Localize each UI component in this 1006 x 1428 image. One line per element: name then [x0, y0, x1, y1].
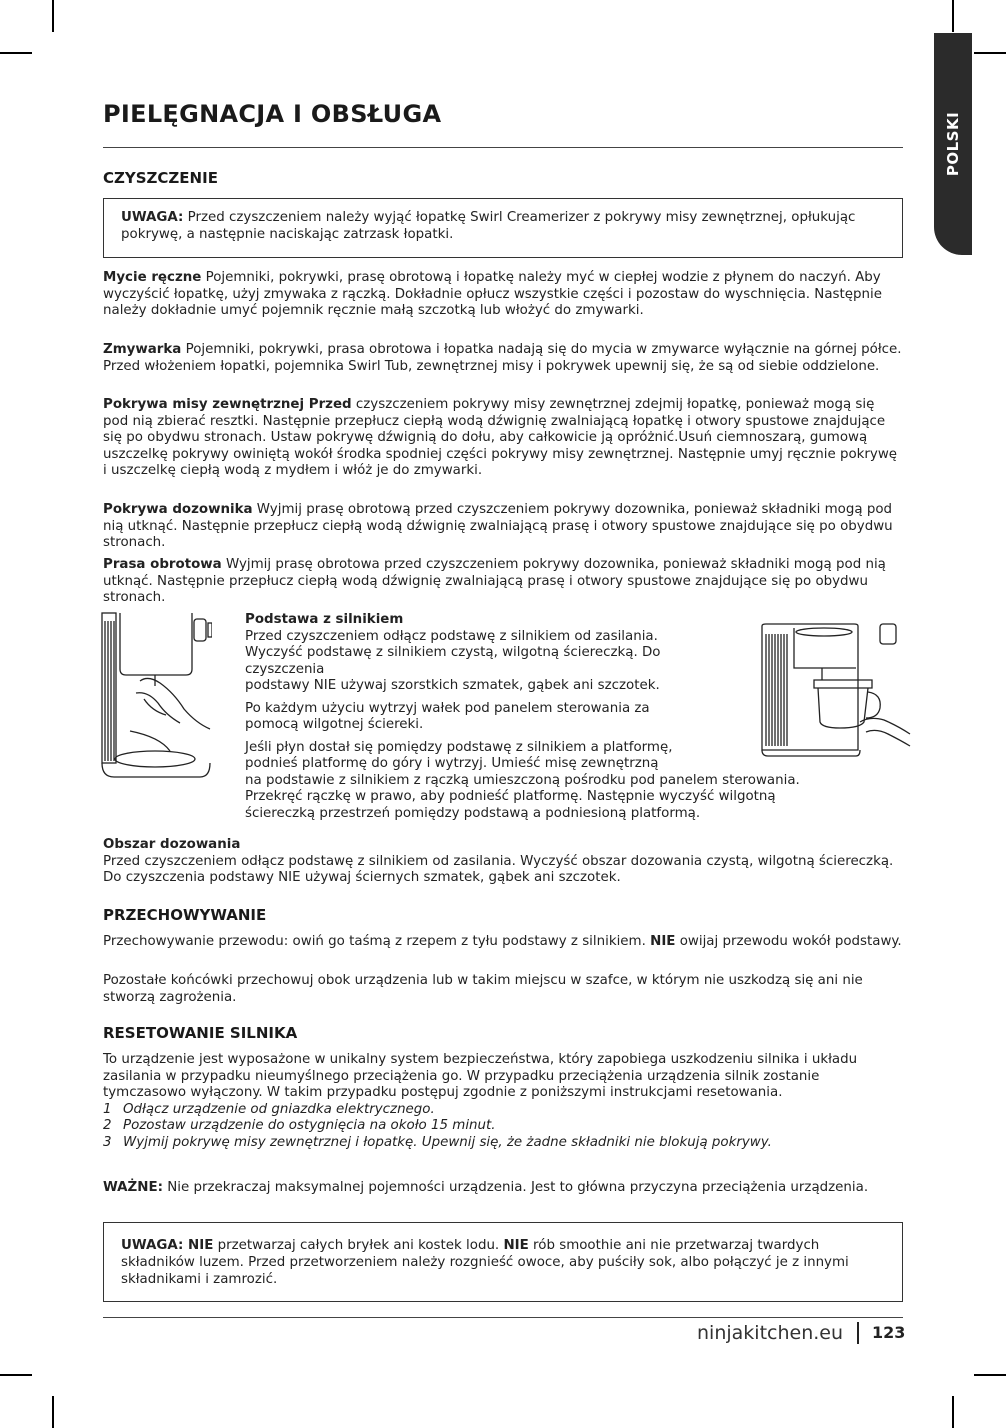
motor-base-p1-line1: Przed czyszczeniem odłącz podstawę z silnikiem od zasilania. — [245, 628, 658, 644]
page-number: 123 — [872, 1323, 906, 1342]
dishwasher-text: Pojemniki, pokrywki, prasa obrotowa i łopatka nadają się do mycia w zmywarce wyłącznie na górnej półce. Przed włożeniem łopatki, pojemnika Swirl Tub, zewnętrznej misy i pokrywek upewnij się, że są od siebie oddzielone. — [103, 342, 902, 374]
motor-base-p3-line1: Jeśli płyn dostał się pomiędzy podstawę z silnikiem a platformę, — [245, 739, 673, 755]
raise-platform-illustration — [760, 622, 912, 758]
motor-base-p3-line2: podnieś platformę do góry i wytrzyj. Umieść misę zewnętrzną — [245, 756, 659, 771]
crop-mark — [952, 0, 954, 32]
motor-base-p1-line3: czyszczenia — [245, 661, 325, 677]
crop-mark — [0, 52, 32, 54]
ice-notice-box — [103, 1222, 903, 1302]
ice-notice-bold: NIE — [503, 1238, 529, 1253]
storage-paragraph-2 — [103, 973, 903, 1006]
reset-intro-text: To urządzenie jest wyposażone w unikalny system bezpieczeństwa, który zapobiega uszkodzeniu silnika i układu zasilania w przypadku nieumyślnego przeciążenia go. W przypadku przeciążenia urządzenia silnik zostanie tymczasowo wyłączony. W takim przypadku postępuj zgodnie z poniższymi instrukcjami resetowania. — [103, 1052, 858, 1100]
motor-base-p3-line3: na podstawie z silnikiem z rączką umieszczoną pośrodku pod panelem sterowania. — [245, 772, 800, 788]
footer-separator — [857, 1322, 859, 1344]
storage-paragraph-1 — [103, 934, 903, 951]
reset-step: 1 Odłącz urządzenie od gniazdka elektrycznego. — [103, 1101, 435, 1117]
reset-steps-list — [103, 1102, 903, 1152]
notice-label: UWAGA: — [121, 210, 184, 225]
ice-notice-text-b: rób smoothie ani nie przetwarzaj twardych składników luzem. Przed przetworzeniem należy rozgnieść owoce, aby puściły sok, albo połączyć je z innymi składnikami i zamrozić. — [121, 1238, 849, 1287]
dispensing-text: Przed czyszczeniem odłącz podstawę z silnikiem od zasilania. Wyczyść obszar dozowania czystą, wilgotną ściereczką. Do czyszczenia podstawy NIE używaj ściernych szmatek, gąbek ani szczotek. — [103, 853, 894, 885]
cleaning-heading: CZYSZCZENIE — [103, 169, 218, 187]
ice-notice-label: UWAGA: NIE — [121, 1238, 214, 1253]
dispensing-area-section — [103, 837, 903, 887]
storage-p1-text-a: Przechowywanie przewodu: owiń go taśmą z rzepem z tyłu podstawy z silnikiem. — [103, 934, 651, 949]
storage-p2-text: Pozostałe końcówki przechowuj obok urządzenia lub w takim miejscu w szafce, w którym nie uszkodzą się ani nie stworzą zagrożenia. — [103, 973, 863, 1005]
important-note — [103, 1180, 903, 1197]
hand-wash-label: Mycie ręczne — [103, 270, 202, 285]
dispensing-heading: Obszar dozowania — [103, 837, 241, 852]
important-text: Nie przekraczaj maksymalnej pojemności urządzenia. Jest to główna przyczyna przeciążenia urządzenia. — [162, 1180, 869, 1195]
page-title: PIELĘGNACJA I OBSŁUGA — [103, 100, 442, 128]
important-label: WAŻNE: — [103, 1180, 163, 1195]
motor-base-p3-line4: Przekręć rączkę w prawo, aby podnieść platformę. Następnie wyczyść wilgotną — [245, 789, 776, 804]
motor-base-p1-line2: Wyczyść podstawę z silnikiem czystą, wilgotną ściereczką. Do — [245, 645, 661, 660]
storage-p1-text-b: owijaj przewodu wokół podstawy. — [675, 934, 902, 949]
reset-intro — [103, 1052, 903, 1151]
motor-base-heading: Podstawa z silnikiem — [245, 612, 404, 627]
hand-wash-text: Pojemniki, pokrywki, prasę obrotową i łopatkę należy myć w ciepłej wodzie z płynem do naczyń. Aby wyczyścić łopatkę, użyj zmywaka z rączką. Dokładnie opłucz wszystkie części i pozostaw do wyschnięcia. Następnie należy dokładnie umyć pojemnik ręcznie małą szczotką lub włożyć do zmywarki. — [103, 270, 882, 318]
wipe-shaft-illustration — [100, 611, 212, 781]
title-divider — [103, 147, 903, 148]
storage-p1-bold: NIE — [650, 934, 676, 949]
cleaning-notice-box — [103, 198, 903, 258]
dispenser-lid-paragraph — [103, 502, 903, 552]
footer-divider — [103, 1317, 903, 1318]
language-tab — [934, 33, 972, 255]
footer-url: ninjakitchen.eu — [697, 1322, 844, 1344]
outer-lid-paragraph — [103, 397, 903, 480]
reset-step: 2 Pozostaw urządzenie do ostygnięcia na około 15 minut. — [103, 1118, 496, 1133]
rotary-press-label: Prasa obrotowa — [103, 557, 222, 572]
crop-mark — [0, 1374, 32, 1376]
language-tab-label: POLSKI — [944, 111, 962, 177]
rotary-press-paragraph — [103, 557, 903, 607]
reset-step: 3 Wyjmij pokrywę misy zewnętrznej i łopatkę. Upewnij się, że żadne składniki nie blokują pokrywy. — [103, 1134, 772, 1150]
dishwasher-paragraph — [103, 342, 903, 375]
motor-base-p1-line4: podstawy NIE używaj szorstkich szmatek, gąbek ani szczotek. — [245, 678, 660, 693]
rotary-press-text: Wyjmij prasę obrotowa przed czyszczeniem pokrywy dozownika, ponieważ składniki mogą pod nią utknąć. Następnie przepłucz ciepłą wodą dźwignię zwalniającą prasę i otwory spustowe znajdujące się po obydwu stronach. — [103, 557, 886, 605]
outer-lid-label: Pokrywa misy zewnętrznej Przed — [103, 397, 352, 412]
crop-mark — [974, 1374, 1006, 1376]
motor-base-p3-line5: ściereczką przestrzeń pomiędzy podstawą a podniesioną platformą. — [245, 805, 701, 821]
motor-base-p2-line2: pomocą wilgotnej ściereki. — [245, 717, 424, 732]
crop-mark — [52, 0, 54, 32]
dispenser-lid-text: Wyjmij prasę obrotową przed czyszczeniem pokrywy dozownika, ponieważ składniki mogą pod nią utknąć. Następnie przepłucz ciepłą wodą dźwignię zwalniającą prasę i otwory spustowe znajdujące się po obydwu stronach. — [103, 502, 893, 550]
crop-mark — [952, 1396, 954, 1428]
dispenser-lid-label: Pokrywa dozownika — [103, 502, 253, 517]
ice-notice-text-a: przetwarzaj całych bryłek ani kostek lodu. — [213, 1238, 504, 1253]
outer-lid-text: czyszczeniem pokrywy misy zewnętrznej zdejmij łopatkę, ponieważ mogą się pod nią zbierać resztki. Następnie przepłucz ciepłą wodą dźwignię zwalniającą łopatkę i otwory spustowe znajdujące się po obydwu stronach. Ustaw pokrywę dźwignią do dołu, aby całkowicie ją opróżnić.Usuń ciemnoszarą, gumową uszczelkę pokrywy owiniętą wokół środka spodniej części pokrywy misy zewnętrznej. Następnie umyj ręcznie pokrywę i uszczelkę ciepłą wodą z mydłem i włóż je do zmywarki. — [103, 397, 898, 478]
hand-wash-paragraph — [103, 270, 903, 320]
reset-heading: RESETOWANIE SILNIKA — [103, 1024, 298, 1042]
notice-text: Przed czyszczeniem należy wyjąć łopatkę Swirl Creamerizer z pokrywy misy zewnętrznej, opłukując pokrywę, a następnie naciskając zatrzask łopatki. — [121, 210, 856, 242]
crop-mark — [52, 1396, 54, 1428]
dishwasher-label: Zmywarka — [103, 342, 182, 357]
crop-mark — [974, 52, 1006, 54]
motor-base-p2-line1: Po każdym użyciu wytrzyj wałek pod panelem sterowania za — [245, 700, 650, 716]
storage-heading: PRZECHOWYWANIE — [103, 906, 267, 924]
